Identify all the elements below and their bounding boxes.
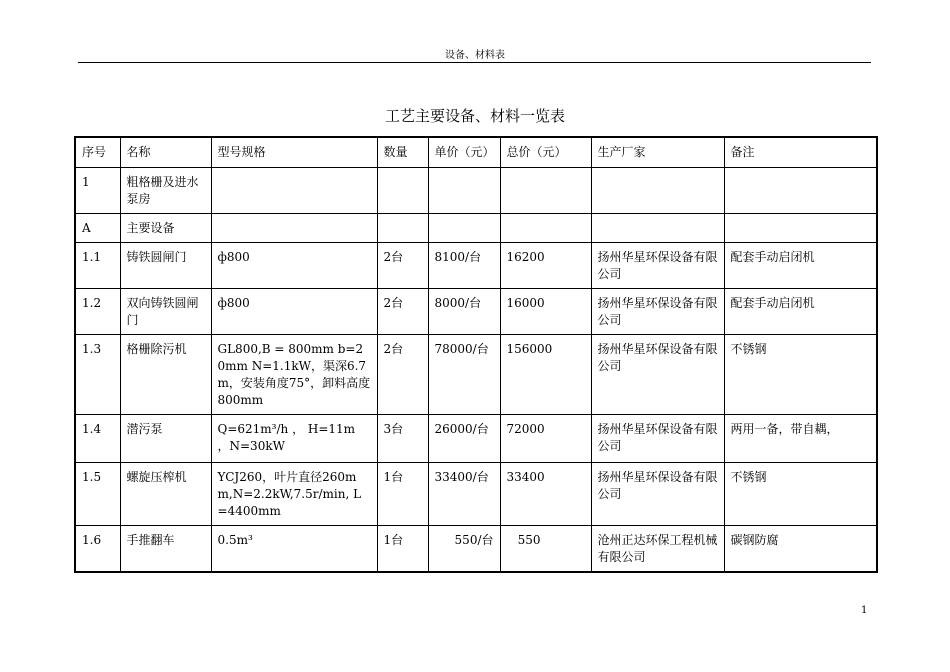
cell-qty: [377, 214, 428, 243]
header-rule: [78, 62, 871, 63]
cell-no: 1.4: [75, 415, 120, 463]
cell-total-price: 16000: [500, 289, 591, 335]
cell-total-price: 33400: [500, 463, 591, 526]
cell-spec: ф800: [211, 289, 377, 335]
column-header-spec: 型号规格: [211, 137, 377, 168]
table-header-row: [75, 137, 877, 168]
cell-note: [724, 168, 877, 214]
cell-unit-price: [428, 214, 500, 243]
cell-note: 不锈钢: [724, 463, 877, 526]
cell-name: 粗格栅及进水泵房: [120, 168, 211, 214]
cell-no: A: [75, 214, 120, 243]
cell-name: 螺旋压榨机: [120, 463, 211, 526]
cell-qty: 1台: [377, 526, 428, 573]
cell-no: 1.6: [75, 526, 120, 573]
cell-unit-price: [428, 168, 500, 214]
cell-spec: Q=621m³/h ， H=11m ，N=30kW: [211, 415, 377, 463]
column-header-qty: 数量: [377, 137, 428, 168]
cell-total-price: [500, 168, 591, 214]
cell-no: 1.1: [75, 243, 120, 289]
cell-unit-price: 78000/台: [428, 335, 500, 415]
column-header-no: 序号: [75, 137, 120, 168]
cell-no: 1.2: [75, 289, 120, 335]
cell-maker: 沧州正达环保工程机械有限公司: [591, 526, 724, 573]
cell-spec: ф800: [211, 243, 377, 289]
cell-name: 铸铁圆闸门: [120, 243, 211, 289]
cell-maker: 扬州华星环保设备有限公司: [591, 289, 724, 335]
column-header-maker: 生产厂家: [591, 137, 724, 168]
cell-qty: [377, 168, 428, 214]
document-title: 工艺主要设备、材料一览表: [384, 107, 565, 125]
cell-maker: [591, 168, 724, 214]
column-header-total-price: 总价（元）: [500, 137, 591, 168]
cell-maker: 扬州华星环保设备有限公司: [591, 243, 724, 289]
column-header-note: 备注: [724, 137, 877, 168]
cell-name: 手推翻车: [120, 526, 211, 573]
column-header-name: 名称: [120, 137, 211, 168]
page-number: 1: [861, 605, 868, 616]
cell-name: 格栅除污机: [120, 335, 211, 415]
table-row: [75, 214, 877, 243]
cell-maker: 扬州华星环保设备有限公司: [591, 415, 724, 463]
cell-qty: 2台: [377, 289, 428, 335]
table-row: [75, 243, 877, 289]
cell-qty: 2台: [377, 243, 428, 289]
cell-spec: GL800,B = 800mm b=20mm N=1.1kW，渠深6.7m，安装角度75°，卸料高度800mm: [211, 335, 377, 415]
table-row: [75, 415, 877, 463]
cell-note: 配套手动启闭机: [724, 289, 877, 335]
cell-unit-price: 33400/台: [428, 463, 500, 526]
cell-spec: [211, 214, 377, 243]
cell-total-price: 156000: [500, 335, 591, 415]
cell-spec: 0.5m³: [211, 526, 377, 573]
cell-unit-price: 550/台: [428, 526, 500, 573]
running-header: 设备、材料表: [445, 50, 505, 61]
cell-note: 不锈钢: [724, 335, 877, 415]
cell-qty: 1台: [377, 463, 428, 526]
table-row: [75, 526, 877, 573]
cell-name: 潜污泵: [120, 415, 211, 463]
cell-maker: 扬州华星环保设备有限公司: [591, 335, 724, 415]
cell-total-price: 72000: [500, 415, 591, 463]
cell-note: 碳钢防腐: [724, 526, 877, 573]
cell-unit-price: 26000/台: [428, 415, 500, 463]
cell-spec: YCJ260，叶片直径260mm,N=2.2kW,7.5r/min, L=4400mm: [211, 463, 377, 526]
cell-no: 1: [75, 168, 120, 214]
cell-qty: 2台: [377, 335, 428, 415]
table-row: [75, 463, 877, 526]
cell-note: 两用一备，带自耦，: [724, 415, 877, 463]
cell-no: 1.3: [75, 335, 120, 415]
cell-total-price: 16200: [500, 243, 591, 289]
cell-total-price: [500, 214, 591, 243]
cell-maker: 扬州华星环保设备有限公司: [591, 463, 724, 526]
table-row: [75, 289, 877, 335]
cell-no: 1.5: [75, 463, 120, 526]
column-header-unit-price: 单价（元）: [428, 137, 500, 168]
cell-total-price: 550: [500, 526, 591, 573]
cell-maker: [591, 214, 724, 243]
cell-unit-price: 8100/台: [428, 243, 500, 289]
cell-qty: 3台: [377, 415, 428, 463]
cell-unit-price: 8000/台: [428, 289, 500, 335]
cell-note: [724, 214, 877, 243]
cell-name: 双向铸铁圆闸门: [120, 289, 211, 335]
cell-spec: [211, 168, 377, 214]
table-row: [75, 335, 877, 415]
cell-name: 主要设备: [120, 214, 211, 243]
table-row: [75, 168, 877, 214]
equipment-table: [74, 136, 878, 573]
cell-note: 配套手动启闭机: [724, 243, 877, 289]
